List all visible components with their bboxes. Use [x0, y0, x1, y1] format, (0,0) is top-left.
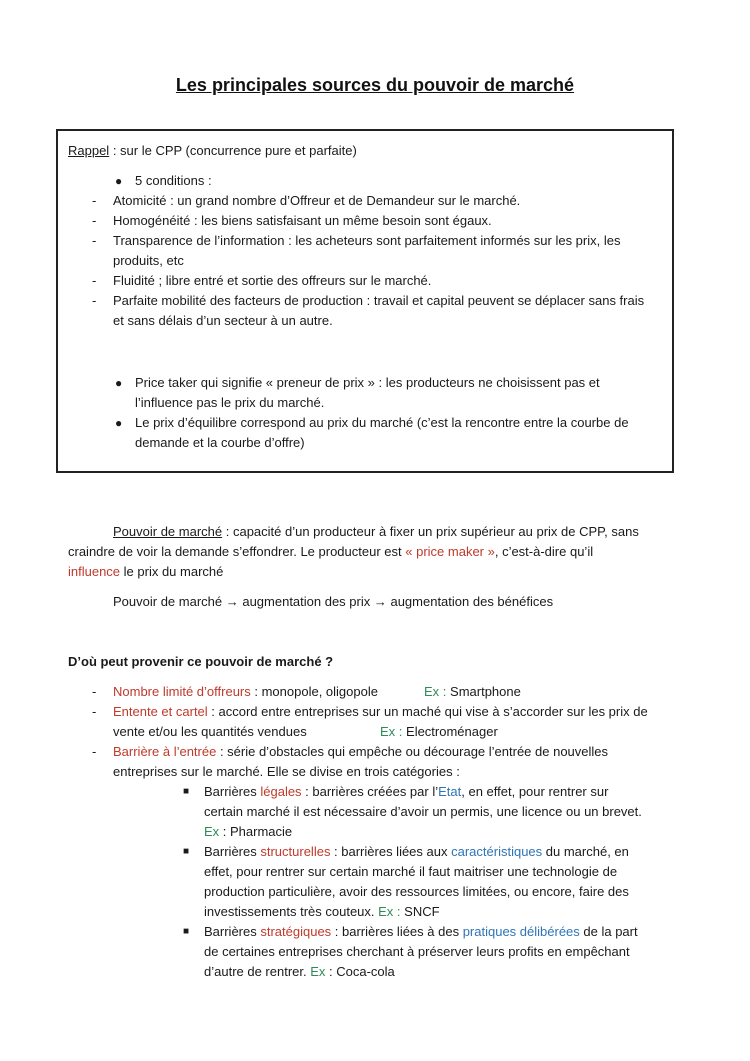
dash-icon: -	[92, 273, 97, 288]
bullet-dot-icon: ●	[115, 416, 123, 430]
page-title: Les principales sources du pouvoir de marché	[175, 75, 575, 95]
source-example: Ex : Smartphone	[424, 684, 521, 699]
definition-line-2: craindre de voir la demande s’effondrer. Le producteur est « price maker », c’est-à-dire qu’il	[68, 544, 594, 559]
rappel-label: Rappel	[68, 143, 110, 158]
dash-icon: -	[92, 684, 97, 699]
barriere-strategiques-line-2: de certaines entreprises cherchant à préserver leurs profits en empêchant	[204, 944, 630, 959]
source-item-offreurs: Nombre limité d’offreurs : monopole, oligopole	[113, 684, 378, 699]
condition-item: Parfaite mobilité des facteurs de production : travail et capital peuvent se déplacer sans frais	[113, 293, 645, 308]
definition-chain: Pouvoir de marché → augmentation des prix → augmentation des bénéfices	[113, 594, 554, 609]
dash-icon: -	[92, 293, 97, 308]
source-item-barriere: Barrière à l’entrée : série d’obstacles qui empêche ou décourage l’entrée de nouvelles	[113, 744, 609, 759]
source-item-barriere-continued: entreprises sur le marché. Elle se divise en trois catégories :	[113, 764, 460, 779]
condition-item: Homogénéité : les biens satisfaisant un même besoin sont égaux.	[113, 213, 492, 228]
square-bullet-icon: ■	[183, 846, 190, 857]
rappel-bullet: Le prix d’équilibre correspond au prix du marché (c’est la rencontre entre la courbe de	[135, 415, 629, 430]
definition-line-1: Pouvoir de marché : capacité d’un producteur à fixer un prix supérieur au prix de CPP, sans	[113, 524, 639, 539]
definition-term: Pouvoir de marché	[113, 524, 223, 539]
rappel-bullet-continued: l’influence pas le prix du marché.	[135, 395, 325, 410]
dash-icon: -	[92, 744, 97, 759]
square-bullet-icon: ■	[183, 926, 190, 937]
barriere-legales-example: Ex : Pharmacie	[204, 824, 293, 839]
dash-icon: -	[92, 193, 97, 208]
rappel-bullet-continued: demande et la courbe d’offre)	[135, 435, 305, 450]
bullet-dot-icon: ●	[115, 376, 123, 390]
dash-icon: -	[92, 213, 97, 228]
barriere-structurelles-line-2: effet, pour rentrer sur certain marché il faut maitriser une technologie de	[204, 864, 618, 879]
conditions-title: 5 conditions :	[135, 173, 212, 188]
sources-heading: D’où peut provenir ce pouvoir de marché ?	[68, 654, 334, 669]
barriere-structurelles-line-4: investissements très couteux. Ex : SNCF	[204, 904, 440, 919]
condition-item-continued: produits, etc	[113, 253, 184, 268]
barriere-legales-line-2: certain marché il est nécessaire d’avoir un permis, une licence ou un brevet.	[204, 804, 642, 819]
condition-item: Atomicité : un grand nombre d’Offreur et de Demandeur sur le marché.	[113, 193, 521, 208]
source-item-entente: Entente et cartel : accord entre entreprises sur un maché qui vise à s’accorder sur les prix de	[113, 704, 648, 719]
rappel-text: : sur le CPP (concurrence pure et parfaite)	[109, 143, 357, 158]
price-maker-term: « price maker »	[405, 544, 495, 559]
barriere-legales: Barrières légales : barrières créées par l’Etat, en effet, pour rentrer sur	[204, 784, 609, 799]
dash-icon: -	[92, 704, 97, 719]
condition-item-continued: et sans délais d’un secteur à un autre.	[113, 313, 333, 328]
square-bullet-icon: ■	[183, 786, 190, 797]
source-example: Ex : Electroménager	[380, 724, 498, 739]
rappel-heading	[68, 141, 357, 161]
source-item-entente-continued: vente et/ou les quantités vendues	[113, 724, 307, 739]
condition-item: Transparence de l’information : les acheteurs sont parfaitement informés sur les prix, les	[113, 233, 621, 248]
barriere-structurelles-line-3: production particulière, avoir des ressources limitées, ou encore, faire des	[204, 884, 629, 899]
condition-item: Fluidité ; libre entré et sortie des offreurs sur le marché.	[113, 273, 432, 288]
barriere-structurelles: Barrières structurelles : barrières liées aux caractéristiques du marché, en	[204, 844, 629, 859]
definition-line-3: influence le prix du marché	[68, 564, 224, 579]
bullet-dot-icon: ●	[115, 174, 123, 188]
rappel-bullet: Price taker qui signifie « preneur de prix » : les producteurs ne choisissent pas et	[135, 375, 600, 390]
barriere-strategiques-line-3: d’autre de rentrer. Ex : Coca-cola	[204, 964, 395, 979]
influence-term: influence	[68, 564, 121, 579]
barriere-strategiques: Barrières stratégiques : barrières liées à des pratiques délibérées de la part	[204, 924, 638, 939]
dash-icon: -	[92, 233, 97, 248]
